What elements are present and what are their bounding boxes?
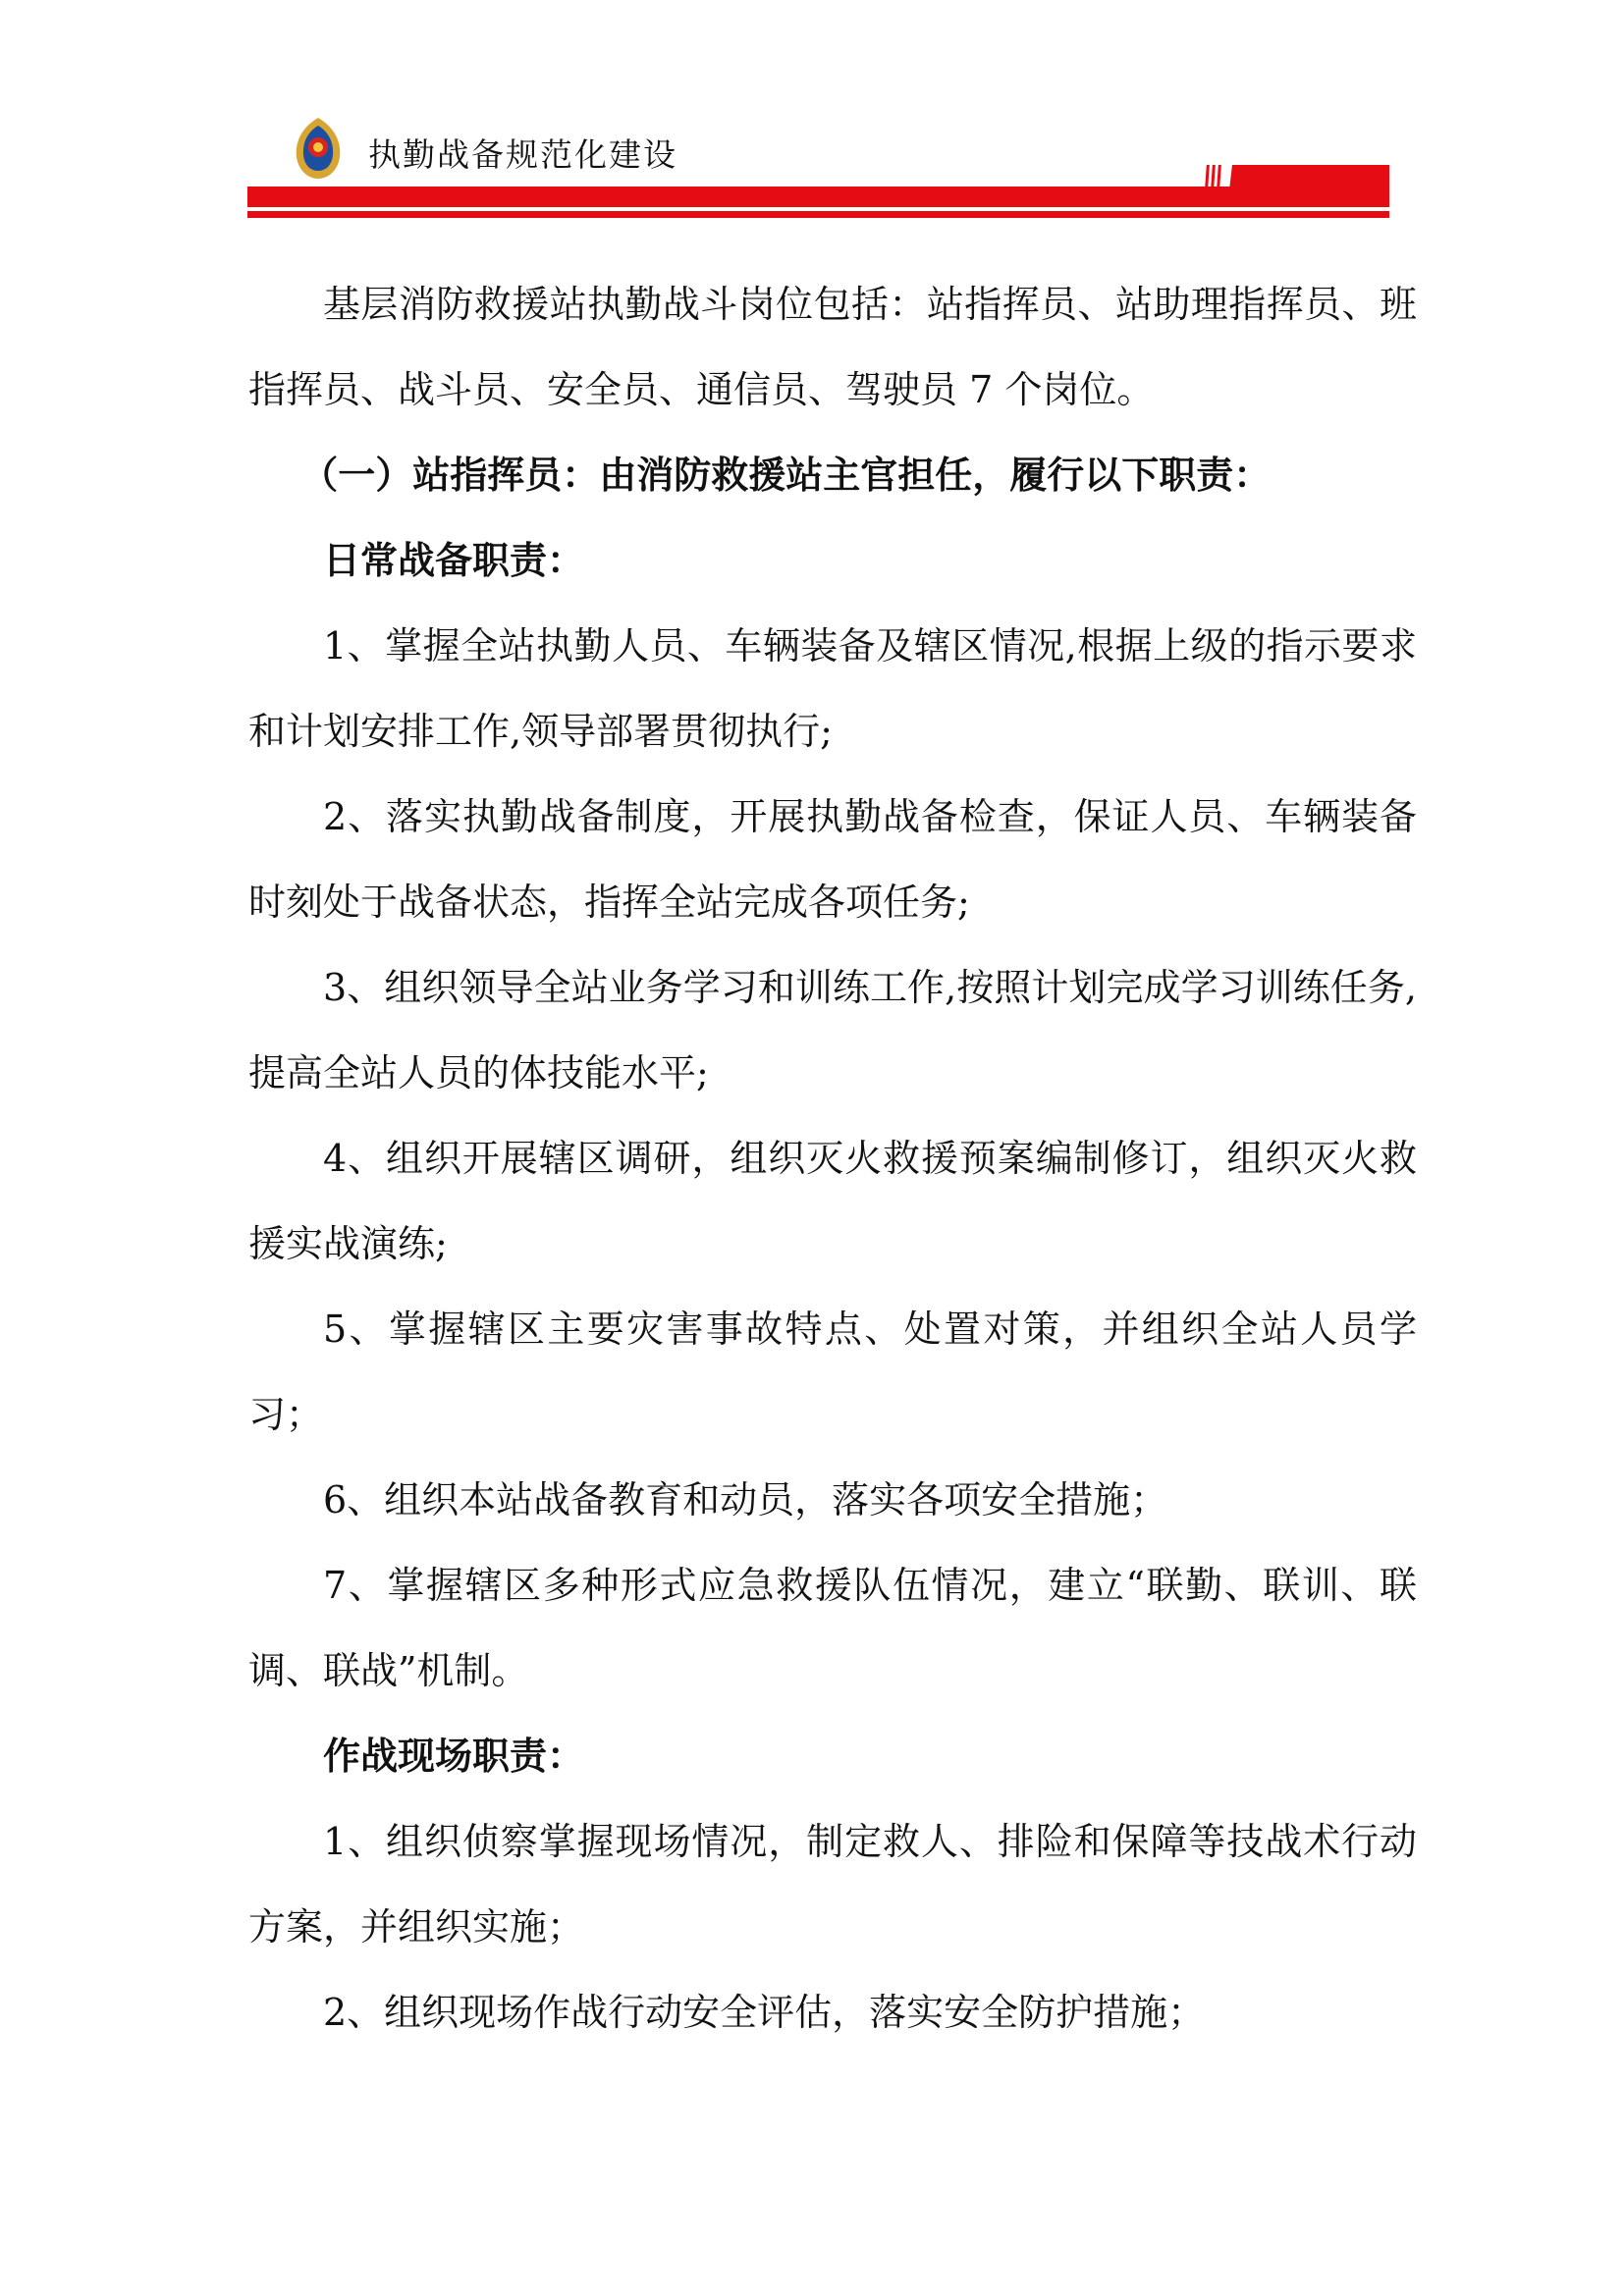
subheading-scene-duties: 作战现场职责： — [323, 1735, 585, 1778]
duty-item: 7、掌握辖区多种形式应急救援队伍情况，建立“联勤、联训、联调、联战”机制。 — [248, 1564, 1417, 1692]
intro-paragraph: 基层消防救援站执勤战斗岗位包括：站指挥员、站助理指挥员、班指挥员、战斗员、安全员、通信员、驾驶员 7 个岗位。 — [248, 283, 1417, 411]
duty-item: 1、组织侦察掌握现场情况，制定救人、排险和保障等技战术行动方案，并组织实施； — [248, 1820, 1417, 1949]
duty-item: 3、组织领导全站业务学习和训练工作,按照计划完成学习训练任务,提高全站人员的体技能水平; — [248, 966, 1417, 1095]
duty-item: 5、掌握辖区主要灾害事故特点、处置对策，并组织全站人员学习； — [248, 1308, 1417, 1436]
header-thin-red-line — [247, 211, 1389, 218]
header-red-bar — [247, 187, 1389, 207]
header-stripe — [1217, 165, 1221, 188]
duty-item: 4、组织开展辖区调研，组织灭火救援预案编制修订，组织灭火救援实战演练; — [248, 1137, 1417, 1265]
header-stripe — [1205, 165, 1210, 188]
section-heading: （一）站指挥员：由消防救援站主官担任，履行以下职责： — [300, 454, 1272, 497]
header-stripe — [1211, 165, 1216, 188]
header-title: 执勤战备规范化建设 — [368, 135, 677, 174]
duty-item: 1、掌握全站执勤人员、车辆装备及辖区情况,根据上级的指示要求和计划安排工作,领导部署贯彻执行; — [248, 624, 1417, 753]
duty-item: 6、组织本站战备教育和动员，落实各项安全措施； — [323, 1478, 1168, 1522]
document-body — [248, 262, 1417, 2056]
fire-rescue-emblem-icon — [293, 116, 344, 181]
duty-item: 2、组织现场作战行动安全评估，落实安全防护措施； — [323, 1991, 1206, 2034]
document-header — [0, 0, 1624, 236]
duty-item: 2、落实执勤战备制度，开展执勤战备检查，保证人员、车辆装备时刻处于战备状态，指挥全站完成各项任务; — [248, 795, 1417, 924]
subheading-daily-duties: 日常战备职责： — [323, 539, 585, 582]
